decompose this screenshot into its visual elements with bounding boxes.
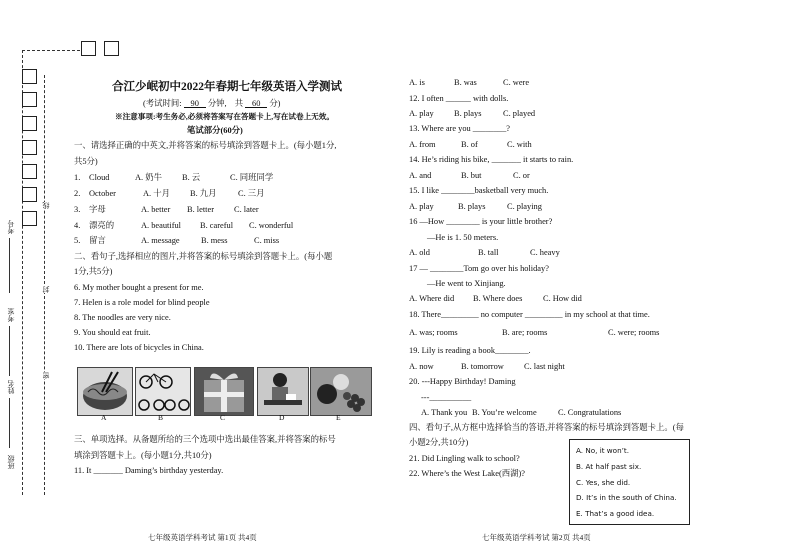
sentence-9: 9. You should eat fruit. [74, 328, 151, 337]
checkbox-6 [22, 187, 37, 202]
option-c: C. miss [254, 236, 280, 245]
box-option-c: C. Yes, she did. [576, 478, 631, 487]
picture-b-bicycles [135, 367, 191, 416]
row-num: 4. [74, 221, 81, 230]
question-15: 15. I like ________basketball very much. [409, 186, 549, 195]
label-xian: 线 [42, 202, 50, 209]
bicycle-icon [136, 368, 190, 415]
q20-option-a: A. Thank you [421, 408, 468, 417]
label-xing-ming: 姓名 [7, 380, 15, 394]
binding-line-inner [44, 75, 45, 495]
gift-icon [195, 368, 253, 415]
option-a: A. 十月 [143, 189, 170, 198]
question-11: 11. It _______ Daming’s birthday yesterday. [74, 466, 224, 475]
row-word: 留言 [89, 236, 106, 245]
person-reading-icon [258, 368, 308, 415]
question-16: 16 —How ________ is your little brother? [409, 217, 553, 226]
answer-options-box [569, 439, 690, 525]
question-17: 17 — ________Tom go over his holiday? [409, 264, 549, 273]
label-mi: 密 [42, 372, 50, 379]
checkbox-1 [22, 69, 37, 84]
row-num: 1. [74, 173, 81, 182]
noodle-bowl-icon [78, 368, 132, 415]
question-22: 22. Where’s the West Lake(西湖)? [409, 469, 525, 478]
question-20: 20. ---Happy Birthday! Daming [409, 377, 516, 386]
row-word: 漂亮的 [89, 221, 115, 230]
q20-option-c: C. Congratulations [558, 408, 622, 417]
q15-option-b: B. plays [458, 202, 486, 211]
row-num: 2. [74, 189, 81, 198]
time-unit: 分钟, [207, 99, 227, 108]
option-a: A. message [141, 236, 180, 245]
q11-option-b: B. was [454, 78, 477, 87]
q12-option-b: B. plays [454, 109, 482, 118]
option-b: B. careful [200, 221, 234, 230]
sentence-7: 7. Helen is a role model for blind people [74, 298, 210, 307]
label-feng: 封 [42, 286, 50, 293]
row-num: 5. [74, 236, 81, 245]
picture-a-noodles [77, 367, 133, 416]
checkbox-2 [22, 92, 37, 107]
q19-option-c: C. last night [524, 362, 565, 371]
pic-label-c: C [220, 413, 226, 422]
label-kao-chang: 考室 [7, 308, 15, 322]
question-16-answer: —He is 1. 50 meters. [427, 233, 499, 242]
q17-option-b: B. Where does [473, 294, 523, 303]
pic-label-d: D [279, 413, 285, 422]
q15-option-c: C. playing [507, 202, 542, 211]
option-b: B. mess [201, 236, 228, 245]
q15-option-a: A. play [409, 202, 434, 211]
q12-option-c: C. played [503, 109, 536, 118]
section-written: 笔试部分(60分) [187, 126, 243, 135]
footer-left: 七年级英语学科考试 第1页 共4页 [148, 533, 257, 542]
checkbox-5 [22, 164, 37, 179]
row-word: 字母 [89, 205, 106, 214]
option-c: C. later [234, 205, 259, 214]
total-unit: 分) [269, 99, 281, 108]
q13-option-b: B. of [461, 140, 478, 149]
sentence-10: 10. There are lots of bicycles in China. [74, 343, 204, 352]
question-21: 21. Did Lingling walk to school? [409, 454, 520, 463]
picture-d-reading [257, 367, 309, 416]
pic-label-b: B [158, 413, 164, 422]
time-label: (考试时间: [143, 99, 182, 108]
total-label: 共 [234, 99, 244, 108]
checkbox-top-2 [104, 41, 119, 56]
q18-option-a: A. was; rooms [409, 328, 458, 337]
box-option-d: D. It’s in the south of China. [576, 493, 677, 502]
question-12: 12. I often ______ with dolls. [409, 94, 509, 103]
part4-heading-2: 小题2分,共10分) [409, 438, 469, 447]
option-a: A. beautiful [141, 221, 182, 230]
footer-right: 七年级英语学科考试 第2页 共4页 [482, 533, 591, 542]
q16-option-b: B. tall [478, 248, 499, 257]
time-value: 90 [184, 99, 206, 108]
part3-heading: 三、单项选择。从备题所给的三个选项中选出最佳答案,并将答案的标号 [74, 435, 336, 444]
sentence-8: 8. The noodles are very nice. [74, 313, 171, 322]
q12-option-a: A. play [409, 109, 434, 118]
option-a: A. 奶牛 [135, 173, 162, 182]
question-19: 19. Lily is reading a book________. [409, 346, 531, 355]
checkbox-4 [22, 140, 37, 155]
part2-heading-2: 1分,共5分) [74, 267, 113, 276]
pic-label-a: A [101, 413, 107, 422]
q16-option-a: A. old [409, 248, 430, 257]
row-word: October [89, 189, 116, 198]
option-a: A. better [141, 205, 171, 214]
q17-option-a: A. Where did [409, 294, 455, 303]
q20-option-b: B. You’re welcome [472, 408, 537, 417]
fruit-icon [311, 368, 371, 415]
question-18: 18. There_________ no computer _________ in my school at that time. [409, 310, 650, 319]
q18-option-b: B. are; rooms [502, 328, 548, 337]
q17-option-c: C. How did [543, 294, 582, 303]
q11-option-c: C. were [503, 78, 530, 87]
part3-heading-2: 填涂到答题卡上。(每小题1分,共10分) [74, 451, 212, 460]
page-title: 合江少岷初中2022年春期七年级英语入学测试 [112, 81, 342, 93]
picture-c-present [194, 367, 254, 416]
q14-option-c: C. or [513, 171, 530, 180]
option-b: B. 九月 [190, 189, 217, 198]
line-kao-hao [9, 238, 10, 293]
line-xing-ming [9, 398, 10, 448]
q19-option-b: B. tomorrow [461, 362, 504, 371]
row-num: 3. [74, 205, 81, 214]
option-c: C. 三月 [238, 189, 265, 198]
question-13: 13. Where are you ________? [409, 124, 511, 133]
picture-e-fruit [310, 367, 372, 416]
question-17-answer: —He went to Xinjiang. [427, 279, 506, 288]
option-c: C. 同班同学 [230, 173, 274, 182]
checkbox-3 [22, 116, 37, 131]
option-c: C. wonderful [249, 221, 294, 230]
question-20-answer: ---__________ [421, 393, 472, 402]
q13-option-a: A. from [409, 140, 436, 149]
label-kao-hao: 考号 [7, 220, 15, 234]
checkbox-7 [22, 211, 37, 226]
part4-heading: 四、看句子,从方框中选择恰当的答语,并将答案的标号填涂到答题卡上。(每 [409, 423, 684, 432]
sentence-6: 6. My mother bought a present for me. [74, 283, 204, 292]
box-option-b: B. At half past six. [576, 462, 642, 471]
exam-info [143, 99, 280, 109]
notice: ※注意事项:考生务必,必须将答案写在答题卡上,写在试卷上无效。 [115, 112, 334, 121]
question-14: 14. He’s riding his bike, _______ it starts to rain. [409, 155, 574, 164]
option-b: B. letter [187, 205, 214, 214]
total-value: 60 [245, 99, 267, 108]
q14-option-a: A. and [409, 171, 432, 180]
box-option-e: E. That’s a good idea. [576, 509, 655, 518]
q13-option-c: C. with [507, 140, 532, 149]
part1-heading: 一、请选择正确的中英文,并将答案的标号填涂到答题卡上。(每小题1分, [74, 141, 337, 150]
q16-option-c: C. heavy [530, 248, 560, 257]
label-ban-ji: 班级 [7, 455, 15, 469]
q18-option-c: C. were; rooms [608, 328, 660, 337]
part2-heading: 二、看句子,选择相应的图片,并将答案的标号填涂到答题卡上。(每小题 [74, 252, 333, 261]
q19-option-a: A. now [409, 362, 434, 371]
pic-label-e: E [336, 413, 341, 422]
q11-option-a: A. is [409, 78, 425, 87]
row-word: Cloud [89, 173, 110, 182]
checkbox-top-1 [81, 41, 96, 56]
line-kao-chang [9, 326, 10, 376]
option-b: B. 云 [182, 173, 201, 182]
binding-line-top [22, 50, 80, 51]
box-option-a: A. No, it won’t. [576, 446, 630, 455]
part1-heading-2: 共5分) [74, 157, 98, 166]
q14-option-b: B. but [461, 171, 482, 180]
